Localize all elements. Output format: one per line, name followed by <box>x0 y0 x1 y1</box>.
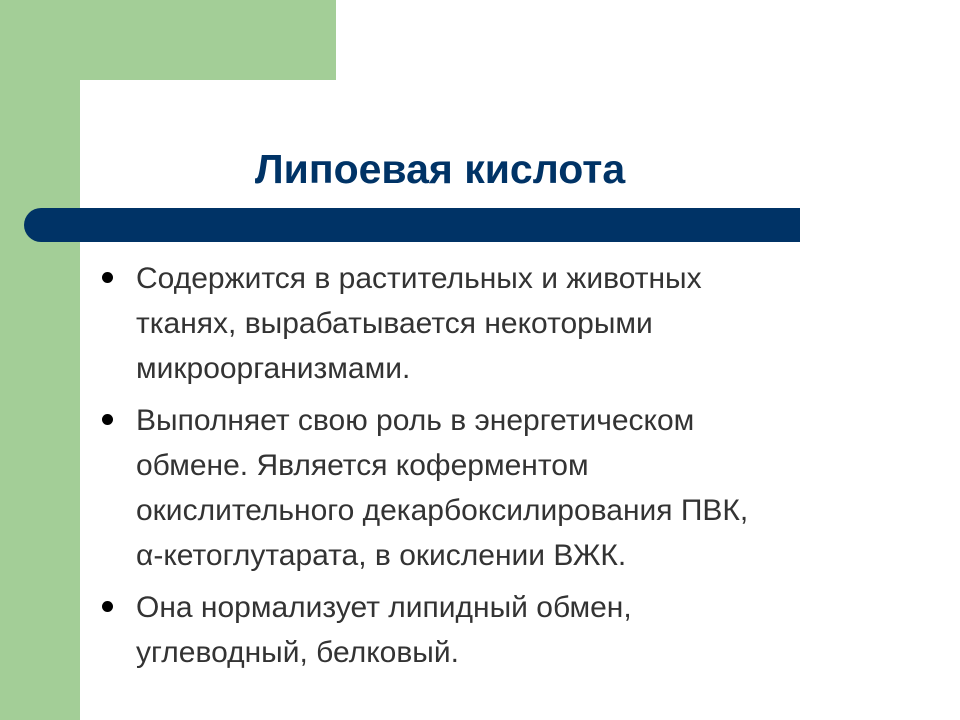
bullet-line: Содержится в растительных и животных <box>136 262 702 295</box>
title-underline-bar <box>24 208 800 242</box>
bullet-dot <box>102 272 113 283</box>
bullet-line: окислительного декарбоксилирования ПВК, <box>136 494 749 527</box>
bullet-dot <box>102 601 113 612</box>
slide-title: Липоевая кислота <box>254 146 626 192</box>
bullet-line: тканях, вырабатывается некоторыми <box>136 307 653 340</box>
green-accent-horizontal <box>0 0 336 80</box>
bullet-line: α-кетоглутарата, в окислении ВЖК. <box>136 539 627 572</box>
bullet-line: Выполняет свою роль в энергетическом <box>136 404 695 437</box>
bullet-item <box>100 585 900 675</box>
bullet-line: обмене. Является коферментом <box>136 449 589 482</box>
bullet-item <box>100 398 900 578</box>
bullet-line: микроорганизмами. <box>136 352 411 385</box>
green-accent-vertical <box>0 0 80 720</box>
bullet-item <box>100 256 900 391</box>
bullet-line: углеводный, белковый. <box>136 636 459 669</box>
bullet-line: Она нормализует липидный обмен, <box>136 591 632 624</box>
bullet-dot <box>102 414 113 425</box>
bullet-list <box>100 256 900 682</box>
